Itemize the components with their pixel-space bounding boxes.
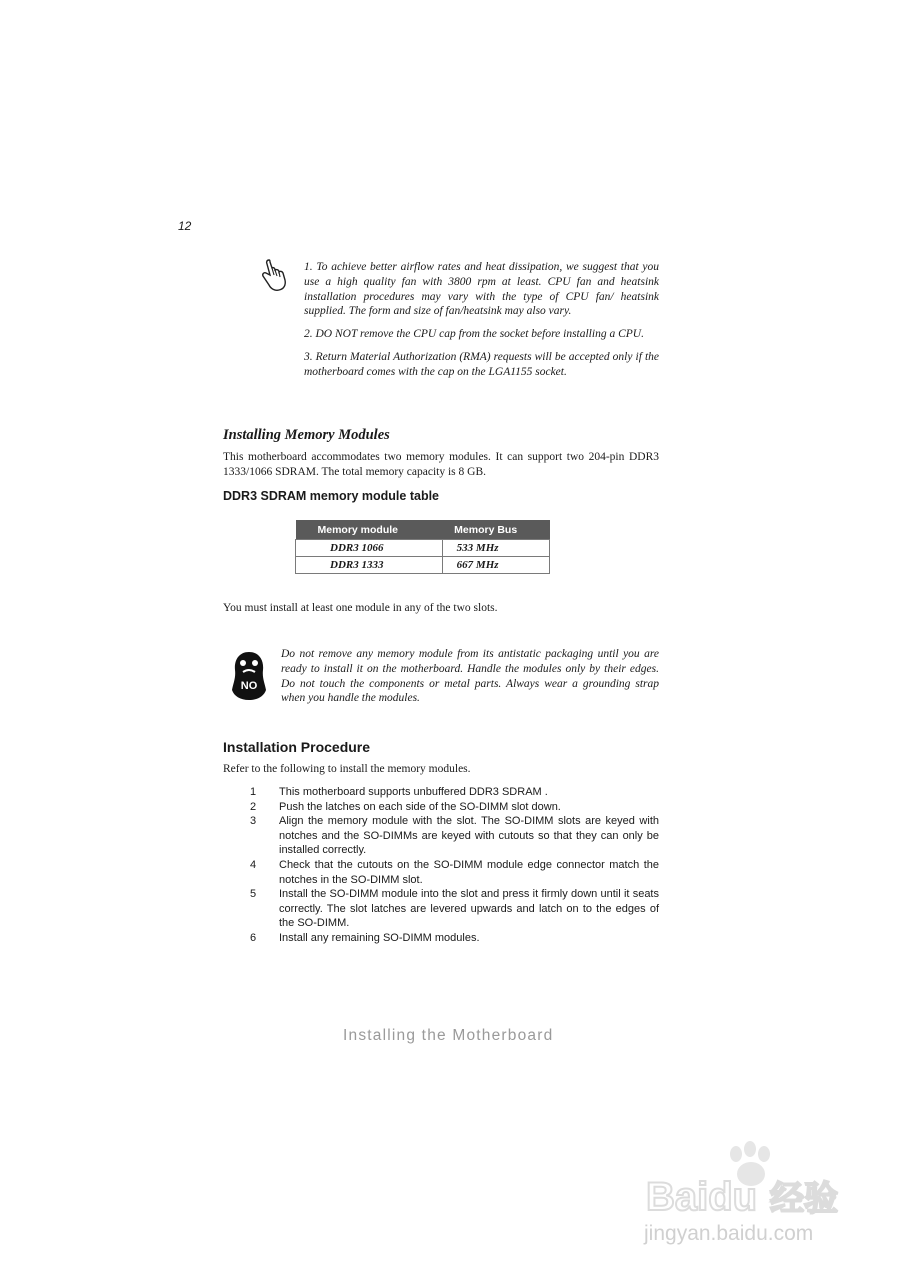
section-intro: This motherboard accommodates two memory modules. It can support two 204-pin DDR3 1333/1066 SDRAM. The total memory capacity is 8 GB. [223,451,659,478]
page-number: 12 [178,219,192,233]
step-number: 4 [250,858,257,871]
procedure-intro: Refer to the following to install the memory modules. [223,763,471,775]
step-number: 6 [250,931,257,944]
step-text: Check that the cutouts on the SO-DIMM module edge connector match the notches in the SO-DIMM slot. [279,858,659,886]
watermark-url: jingyan.baidu.com [644,1222,814,1245]
table-row [296,557,550,574]
memory-table [295,520,550,574]
no-warning-icon [230,650,268,702]
warning-text: Do not remove any memory module from its antistatic packaging until you are ready to install it on the motherboard. Handle the modules only by their edges. Do not touch the components or metal parts. Always wear a grounding strap when you handle the modules. [281,648,659,705]
list-item [250,785,659,800]
step-text: Align the memory module with the slot. The SO-DIMM slots are keyed with notches and the SO-DIMMs are keyed with cutouts so that they can only be installed correctly. [279,815,659,857]
table-title: DDR3 SDRAM memory module table [223,489,440,503]
list-item [250,887,659,931]
watermark-brand: Baidu [646,1175,758,1219]
procedure-steps [250,785,659,946]
step-text: Push the latches on each side of the SO-DIMM slot down. [279,800,561,813]
step-text: Install the SO-DIMM module into the slot and press it firmly down until it seats correctly. The slot latches are levered upwards and latch on to the edges of the SO-DIMM. [279,888,659,930]
procedure-title: Installation Procedure [223,739,371,755]
list-item [250,800,659,815]
list-item [250,858,659,887]
baidu-watermark-logo [640,1140,852,1250]
step-number: 1 [250,786,257,798]
section-title: Installing Memory Modules [223,427,390,443]
note-paragraph-2: 2. DO NOT remove the CPU cap from the socket before installing a CPU. [304,328,644,341]
table-cell-bus: 533 MHz [442,540,549,557]
note-paragraph-1: 1. To achieve better airflow rates and heat dissipation, we suggest that you use a high quality fan with 3800 rpm at least. CPU fan and heatsink installation procedures may vary with the type of CPU fan/ heatsink supplied. The form and size of fan/heatsink may also vary. [304,261,659,318]
table-cell-module: DDR3 1333 [296,557,443,574]
note-paragraph-3: 3. Return Material Authorization (RMA) requests will be accepted only if the motherboard comes with the cap on the LGA1155 socket. [304,350,659,378]
note-text [304,260,659,388]
step-number: 2 [250,800,257,813]
pointing-hand-icon [258,258,288,294]
step-text: This motherboard supports unbuffered DDR3 SDRAM . [279,786,548,798]
table-header-bus: Memory Bus [442,520,549,540]
watermark-cn: 经验 [770,1179,838,1219]
table-cell-bus: 667 MHz [442,557,549,574]
table-header-row [296,520,550,540]
table-header-module: Memory module [296,520,443,540]
step-number: 3 [250,815,257,828]
step-text: Install any remaining SO-DIMM modules. [279,931,480,944]
list-item [250,931,659,946]
slots-text: You must install at least one module in any of the two slots. [223,602,498,614]
table-cell-module: DDR3 1066 [296,540,443,557]
step-number: 5 [250,888,257,901]
table-row [296,540,550,557]
no-icon-label: NO [240,680,258,692]
page-footer: Installing the Motherboard [343,1027,554,1044]
list-item [250,814,659,858]
